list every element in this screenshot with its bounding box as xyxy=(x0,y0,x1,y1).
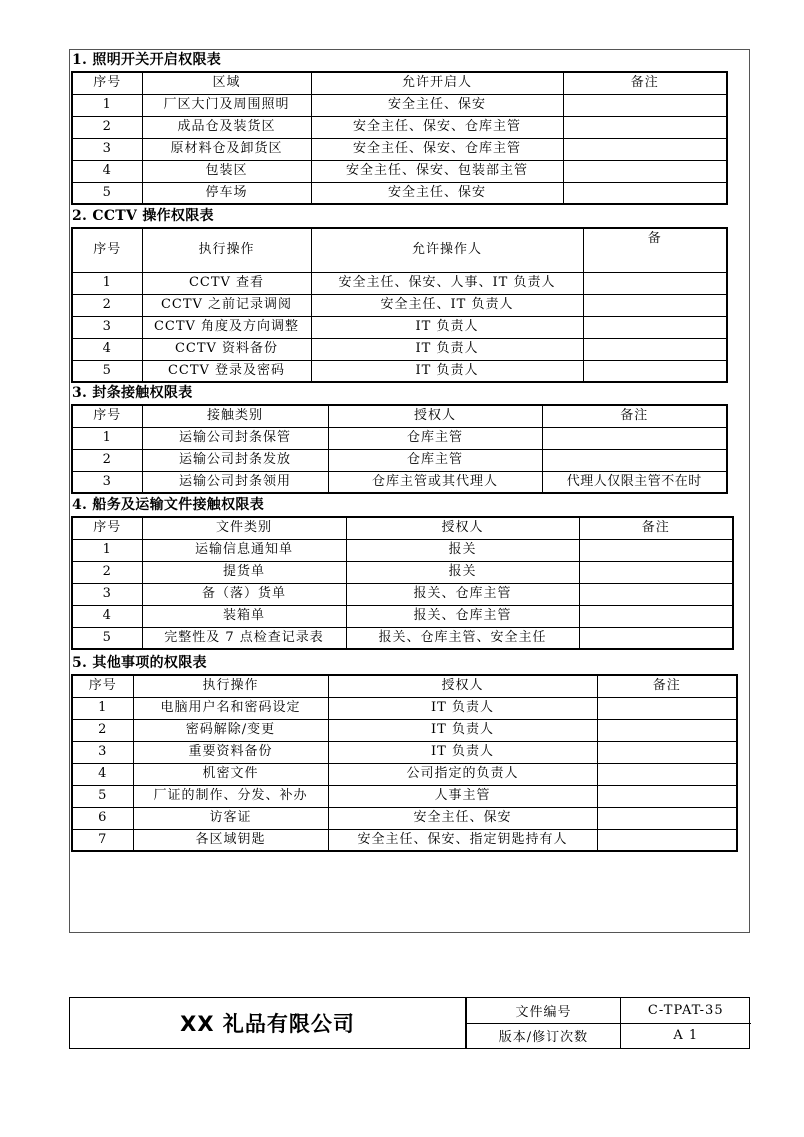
document-info-table xyxy=(466,998,751,1048)
col-header-note: 备注 xyxy=(542,405,727,427)
table-row: 4 装箱单 报关、仓库主管 xyxy=(72,605,733,627)
col-header-authorized: 授权人 xyxy=(328,405,542,427)
section-3-title: 3. 封条接触权限表 xyxy=(72,385,193,401)
col-header-note: 备注 xyxy=(597,675,737,697)
section-2-title: 2. CCTV 操作权限表 xyxy=(72,208,214,224)
col-header-no: 序号 xyxy=(72,405,142,427)
document-footer xyxy=(69,997,750,1049)
company-name: XX 礼品有限公司 xyxy=(70,998,466,1048)
table-row: 7 各区域钥匙 安全主任、保安、指定钥匙持有人 xyxy=(72,829,737,851)
doc-number-label: 文件编号 xyxy=(467,998,621,1023)
col-header-authorized: 授权人 xyxy=(328,675,597,697)
table-row: 1 运输信息通知单 报关 xyxy=(72,539,733,561)
col-header-allowed: 允许开启人 xyxy=(311,72,563,94)
table-row: 1 CCTV 查看 安全主任、保安、人事、IT 负责人 xyxy=(72,272,727,294)
seal-permission-table xyxy=(71,404,728,494)
table-row: 1 厂区大门及周围照明 安全主任、保安 xyxy=(72,94,727,116)
table-row: 4 CCTV 资料备份 IT 负责人 xyxy=(72,338,727,360)
table-row: 2 提货单 报关 xyxy=(72,561,733,583)
table-row: 3 备（落）货单 报关、仓库主管 xyxy=(72,583,733,605)
table-row: 1 电脑用户名和密码设定 IT 负责人 xyxy=(72,697,737,719)
version-value: A 1 xyxy=(621,1023,751,1048)
col-header-no: 序号 xyxy=(72,228,142,272)
table-row: 1 运输公司封条保管 仓库主管 xyxy=(72,427,727,449)
col-header-no: 序号 xyxy=(72,72,142,94)
table-row: 3 CCTV 角度及方向调整 IT 负责人 xyxy=(72,316,727,338)
shipping-docs-permission-table xyxy=(71,516,734,650)
table-row: 3 原材料仓及卸货区 安全主任、保安、仓库主管 xyxy=(72,138,727,160)
col-header-no: 序号 xyxy=(72,675,133,697)
col-header-no: 序号 xyxy=(72,517,142,539)
table-row: 2 CCTV 之前记录调阅 安全主任、IT 负责人 xyxy=(72,294,727,316)
table-row: 4 机密文件 公司指定的负责人 xyxy=(72,763,737,785)
table-row: 3 运输公司封条领用 仓库主管或其代理人 代理人仅限主管不在时 xyxy=(72,471,727,493)
col-header-operation: 执行操作 xyxy=(142,228,311,272)
table-row: 2 密码解除/变更 IT 负责人 xyxy=(72,719,737,741)
section-4-title: 4. 船务及运输文件接触权限表 xyxy=(72,497,264,513)
table-row: 5 CCTV 登录及密码 IT 负责人 xyxy=(72,360,727,382)
table-row: 5 完整性及 7 点检查记录表 报关、仓库主管、安全主任 xyxy=(72,627,733,649)
table-row: 3 重要资料备份 IT 负责人 xyxy=(72,741,737,763)
other-permission-table xyxy=(71,674,738,852)
table-row: 2 成品仓及装货区 安全主任、保安、仓库主管 xyxy=(72,116,727,138)
cctv-permission-table xyxy=(71,227,728,383)
col-header-note: 备 xyxy=(583,228,727,272)
col-header-doc-type: 文件类别 xyxy=(142,517,346,539)
section-5-title: 5. 其他事项的权限表 xyxy=(72,655,207,671)
table-row: 6 访客证 安全主任、保安 xyxy=(72,807,737,829)
section-1-title: 1. 照明开关开启权限表 xyxy=(72,52,222,68)
doc-number-value: C-TPAT-35 xyxy=(621,998,751,1023)
table-row: 5 厂证的制作、分发、补办 人事主管 xyxy=(72,785,737,807)
col-header-allowed: 允许操作人 xyxy=(311,228,583,272)
col-header-authorized: 授权人 xyxy=(346,517,579,539)
version-label: 版本/修订次数 xyxy=(467,1023,621,1048)
col-header-operation: 执行操作 xyxy=(133,675,328,697)
table-row: 2 运输公司封条发放 仓库主管 xyxy=(72,449,727,471)
lighting-permission-table xyxy=(71,71,728,205)
col-header-note: 备注 xyxy=(579,517,733,539)
table-row: 5 停车场 安全主任、保安 xyxy=(72,182,727,204)
table-row: 4 包装区 安全主任、保安、包装部主管 xyxy=(72,160,727,182)
col-header-category: 接触类别 xyxy=(142,405,328,427)
col-header-area: 区域 xyxy=(142,72,311,94)
col-header-note: 备注 xyxy=(563,72,727,94)
